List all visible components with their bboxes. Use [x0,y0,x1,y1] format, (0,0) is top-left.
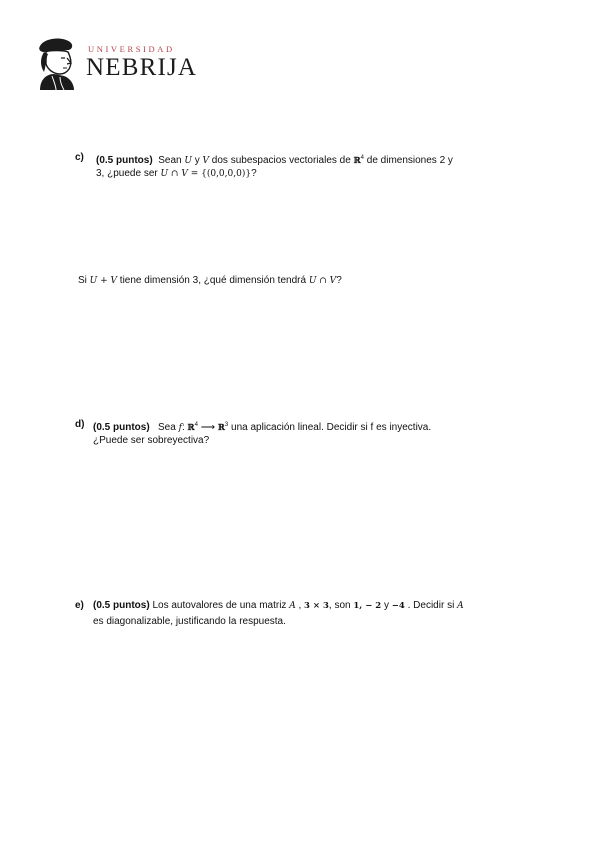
math-R3: ℝ [217,423,225,433]
question-e-text: y [381,600,392,611]
math-intersection: U ∩ V [160,169,188,179]
question-d-text: ¿Puede ser sobreyectiva? [93,435,210,446]
math-sum: U + V [89,276,118,286]
question-c-points: (0.5 puntos) [96,155,153,166]
math-exponent: 4 [360,155,364,161]
question-c2-text: ? [336,275,342,286]
question-d [75,417,535,451]
math-V: V [202,156,210,166]
question-c-label: c) [75,152,84,163]
math-U: U [184,156,192,166]
question-e-label: e) [75,600,84,611]
question-e-text: , son [328,600,354,611]
math-eigenvalue: −4 [391,601,405,611]
question-d-line2 [93,433,209,449]
math-A: A [457,601,464,611]
math-colon: : [181,422,188,433]
nebrija-portrait-icon [34,36,78,90]
math-intersection: U ∩ V [308,276,337,286]
question-c-text: 3, ¿puede ser [96,168,161,179]
question-c-part2-line [78,273,342,289]
math-zero-set: = {(0,0,0,0)} [187,169,252,179]
math-arrow: ⟶ [197,422,218,433]
question-e-line2 [93,614,286,630]
question-c-text: Sean [158,155,185,166]
question-e-text: es diagonalizable, justificando la respuesta. [93,616,286,627]
question-e-text: Los autovalores de una matriz [149,600,290,611]
question-c-text: ? [251,168,257,179]
question-c-line2 [96,166,257,182]
question-e-text: . Decidir si [404,600,458,611]
question-d-points: (0.5 puntos) [93,422,150,433]
math-eigenvalues: 1, − 2 [353,601,382,611]
question-c-part2 [78,273,478,291]
question-e-points: (0.5 puntos) [93,600,150,611]
question-e [75,598,535,632]
question-e-line1 [93,598,464,614]
question-d-label: d) [75,419,85,430]
math-exponent: 3 [224,422,229,428]
math-A: A [289,601,296,611]
university-logo [34,36,214,92]
logo-university-text: UNIVERSIDAD [88,44,175,54]
question-c [75,150,535,184]
question-c2-text: Si [78,275,90,286]
question-c2-text: tiene dimensión 3, ¿qué dimensión tendrá [117,275,309,286]
question-d-text: una aplicación lineal. Decidir si f es inyectiva. [228,422,432,433]
question-d-text: Sea [158,422,179,433]
math-f: f [178,423,182,433]
question-c-text: dos subespacios vectoriales de [209,155,354,166]
question-e-text: , [295,600,305,611]
math-R: ℝ [353,156,361,166]
question-c-text: y [191,155,203,166]
question-c-text: de dimensiones 2 y [363,155,453,166]
math-dimensions: 3 × 3 [304,601,329,611]
math-exponent: 4 [194,422,198,428]
math-R4: ℝ [187,423,195,433]
logo-name: NEBRIJA [86,54,198,81]
